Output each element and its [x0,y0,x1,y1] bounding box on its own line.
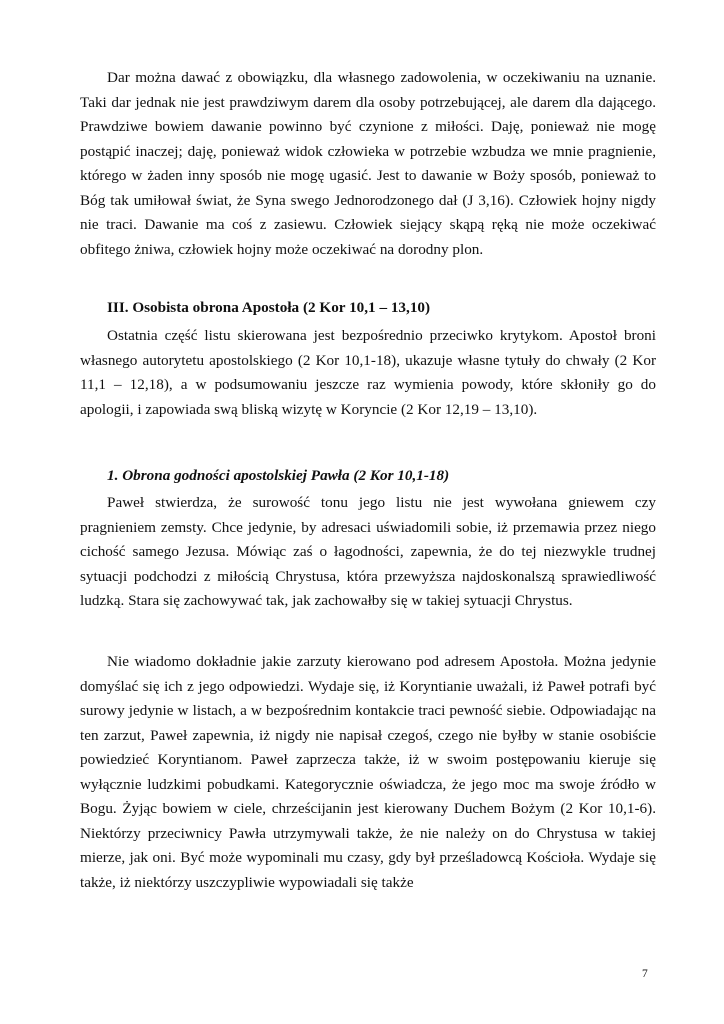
page-number: 7 [642,968,648,980]
paragraph-section-intro: Ostatnia część listu skierowana jest bezpośrednio przeciwko krytykom. Apostoł broni własnego autorytetu apostolskiego (2 Kor 10,1-18), ukazuje własne tytuły do chwały (2 Kor 11,1 – 12,18), a w podsumowaniu jeszcze raz wymienia powody, które skłoniły go do apologii, i zapowiada swą bliską wizytę w Koryncie (2 Kor 12,19 – 13,10). [80,327,656,418]
paragraph-defense-2: Nie wiadomo dokładnie jakie zarzuty kierowano pod adresem Apostoła. Można jedynie domyślać się ich z jego odpowiedzi. Wydaje się, iż Koryntianie uważali, iż Paweł potrafi być surowy jedynie w listach, a w bezpośrednim kontakcie traci pewność siebie. Odpowiadając na ten zarzut, Paweł zapewnia, iż nigdy nie napisał czegoś, czego nie byłby w stanie osobiście powiedzieć Koryntianom. Paweł zaprzecza także, iż w swoim postępowaniu kieruje się wyłącznie ludzkimi pobudkami. Kategorycznie oświadcza, że jego moc ma swoje źródło w Bogu. Żyjąc bowiem w ciele, chrześcijanin jest kierowany Duchem Bożym (2 Kor 10,1-6). Niektórzy przeciwnicy Pawła utrzymywali także, że nie należy on do Chrystusa w takiej mierze, jak oni. Być może wypominali mu czasy, gdy był prześladowcą Kościoła. Wydaje się także, iż niektórzy uszczypliwie wypowiadali się także [80,653,656,891]
paragraph-giving: Dar można dawać z obowiązku, dla własnego zadowolenia, w oczekiwaniu na uznanie. Taki dar jednak nie jest prawdziwym darem dla osoby potrzebującej, ale darem dla dającego. Prawdziwe bowiem dawanie powinno być czynione z miłości. Daję, ponieważ nie mogę postąpić inaczej; daję, ponieważ widok człowieka w potrzebie wzbudza we mnie pragnienie, którego w żaden inny sposób nie mogę ugasić. Jest to dawanie w Boży sposób, ponieważ to Bóg tak umiłował świat, że Syna swego Jednorodzonego dał (J 3,16). Człowiek hojny nigdy nie traci. Dawanie ma coś z zasiewu. Człowiek siejący skąpą ręką nie może oczekiwać obfitego żniwa, człowiek hojny może oczekiwać na dorodny plon. [80,69,656,258]
section-heading: III. Osobista obrona Apostoła (2 Kor 10,1 – 13,10) [107,299,431,316]
paragraph-defense-1: Paweł stwierdza, że surowość tonu jego listu nie jest wywołana gniewem czy pragnieniem zemsty. Chce jedynie, by adresaci uświadomili sobie, iż przemawia przez niego cichość samego Jezusa. Mówiąc zaś o łagodności, zapewnia, że do tej niezwykle trudnej sytuacji podchodzi z miłością Chrystusa, która przewyższa najdoskonalszą sprawiedliwość ludzką. Stara się zachowywać tak, jak zachowałby się w takiej sytuacji Chrystus. [80,494,656,609]
subsection-heading: 1. Obrona godności apostolskiej Pawła (2 Kor 10,1-18) [107,467,450,484]
